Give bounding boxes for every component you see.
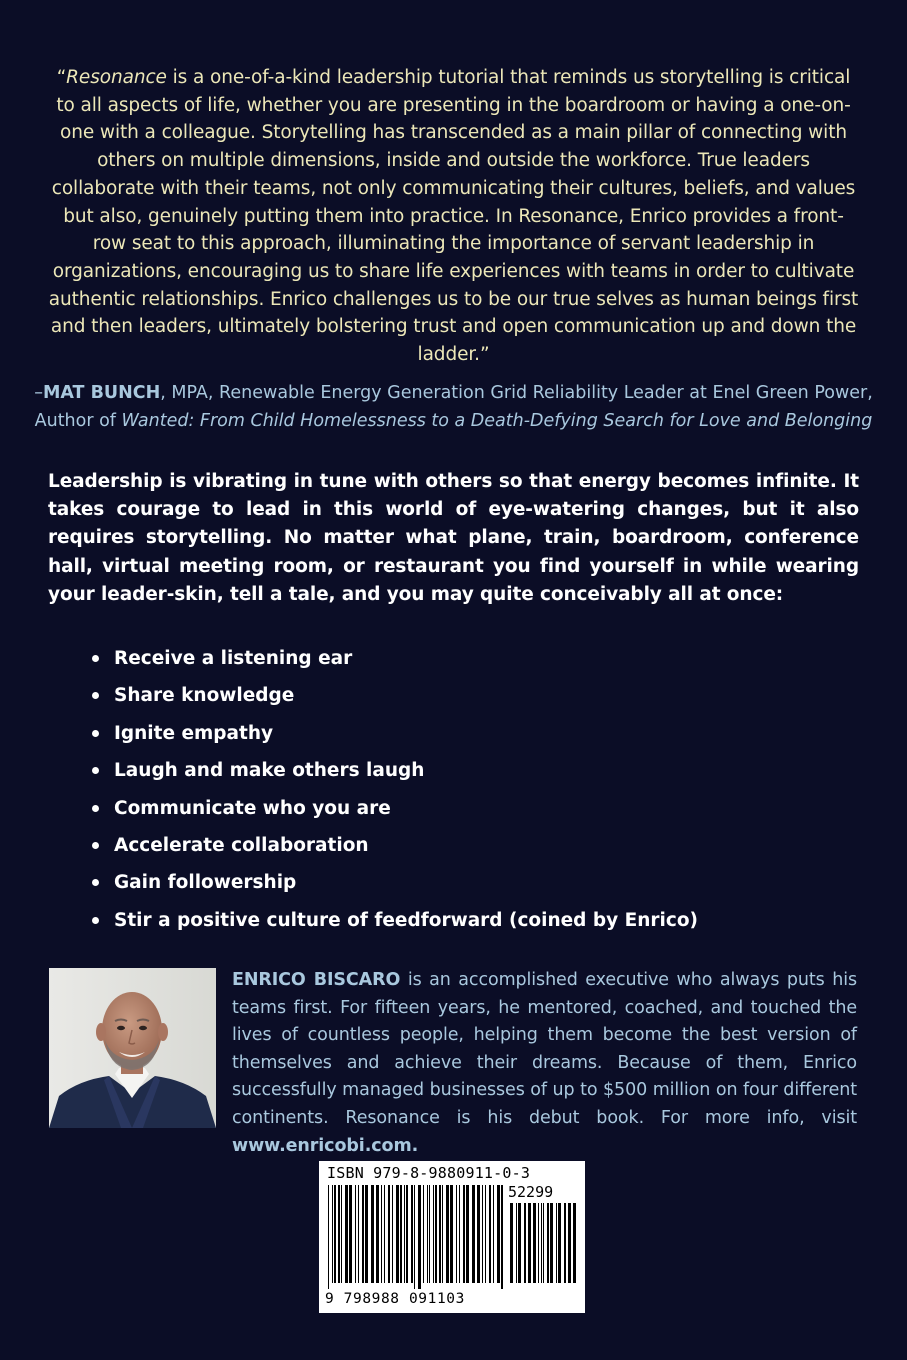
author-website-link[interactable]: www.enricobi.com. xyxy=(232,1135,419,1156)
quote-open-mark: “ xyxy=(56,67,67,88)
barcode-bar xyxy=(485,1185,486,1283)
barcode-bar xyxy=(541,1203,542,1283)
barcode-bar xyxy=(328,1185,329,1289)
barcode-bar xyxy=(489,1185,491,1283)
author-of-label: Author of xyxy=(34,411,122,431)
barcode-bar xyxy=(568,1203,571,1283)
author-name: ENRICO BISCARO xyxy=(232,970,401,990)
barcode-bar xyxy=(472,1185,475,1283)
barcode-bar xyxy=(341,1185,342,1283)
barcode-bar xyxy=(558,1203,561,1283)
barcode-bar xyxy=(538,1203,539,1283)
ean-barcode-bars xyxy=(327,1185,505,1289)
author-bio xyxy=(232,967,857,1160)
barcode-bar xyxy=(332,1185,333,1283)
quote-book-title: Resonance xyxy=(66,67,167,88)
barcode-bar xyxy=(556,1203,557,1283)
bullet-dot-icon xyxy=(92,730,99,737)
barcode-bar xyxy=(429,1185,430,1283)
barcode-bar xyxy=(334,1185,336,1283)
benefit-text: Gain followership xyxy=(114,872,297,894)
benefits-list xyxy=(92,640,852,939)
barcode-bar xyxy=(482,1185,483,1283)
bullet-dot-icon xyxy=(92,917,99,924)
bullet-dot-icon xyxy=(92,655,99,662)
barcode-bar xyxy=(362,1185,364,1283)
barcode-bar xyxy=(376,1185,379,1283)
barcode-bar xyxy=(392,1185,393,1283)
barcode-bar xyxy=(404,1185,405,1283)
barcode-bar xyxy=(388,1185,390,1283)
barcode-bar xyxy=(450,1185,453,1283)
bullet-dot-icon xyxy=(92,842,99,849)
barcode-bar xyxy=(384,1185,385,1283)
barcode-bar xyxy=(518,1203,521,1283)
price-barcode-bars xyxy=(509,1203,577,1289)
attribution-dash: – xyxy=(34,383,43,403)
benefit-item xyxy=(92,715,852,752)
barcode-bar xyxy=(463,1185,465,1283)
ean-number: 9 798988 091103 xyxy=(325,1291,465,1307)
endorsement-attribution xyxy=(30,379,877,435)
bullet-dot-icon xyxy=(92,879,99,886)
benefit-text: Stir a positive culture of feedforward (coined by Enrico) xyxy=(114,909,699,931)
benefit-text: Communicate who you are xyxy=(114,797,391,819)
benefit-text: Laugh and make others laugh xyxy=(114,760,425,782)
barcode-bar xyxy=(564,1203,566,1283)
barcode-bar xyxy=(396,1185,399,1283)
barcode-bar xyxy=(338,1185,340,1283)
barcode-bar xyxy=(435,1185,437,1283)
barcode-bar xyxy=(427,1185,428,1283)
benefit-item xyxy=(92,827,852,864)
barcode-bar xyxy=(550,1203,553,1283)
barcode-bar xyxy=(573,1203,576,1283)
isbn-barcode xyxy=(319,1161,585,1313)
author-photo xyxy=(49,968,216,1128)
barcode-bar xyxy=(516,1203,517,1283)
barcode-bar xyxy=(459,1185,460,1283)
barcode-bar xyxy=(547,1203,549,1283)
barcode-bar xyxy=(510,1203,513,1283)
benefit-item xyxy=(92,864,852,901)
benefit-text: Share knowledge xyxy=(114,685,295,707)
benefit-text: Accelerate collaboration xyxy=(114,834,369,856)
barcode-bar xyxy=(446,1185,449,1283)
barcode-bar xyxy=(423,1185,424,1283)
barcode-bar xyxy=(418,1185,421,1289)
endorser-book-title: Wanted: From Child Homelessness to a Death-Defying Search for Love and Belonging xyxy=(121,411,873,431)
benefit-item xyxy=(92,902,852,939)
benefit-item xyxy=(92,790,852,827)
barcode-bar xyxy=(345,1185,348,1283)
barcode-bar xyxy=(411,1185,413,1283)
barcode-bar xyxy=(439,1185,441,1283)
endorsement-quote xyxy=(48,64,859,369)
barcode-bar xyxy=(371,1185,374,1283)
barcode-bar xyxy=(365,1185,368,1283)
author-bio-text: is an accomplished executive who always puts his teams first. For fifteen years, he mentored, coached, and touched the lives of countless people, helping them become the best version of themselves and achieve their dreams. Because of them, Enrico successfully managed businesses of up to $500 million on four different continents. Resonance is his debut book. For more info, visit xyxy=(232,970,857,1128)
benefit-item xyxy=(92,640,852,677)
barcode-bar xyxy=(400,1185,402,1283)
barcode-bar xyxy=(442,1185,443,1283)
benefit-text: Receive a listening ear xyxy=(114,648,353,669)
book-description: Leadership is vibrating in tune with others so that energy becomes infinite. It takes courage to lead in this world of eye-watering changes, but it also requires storytelling. No matter what plane, train, boardroom, conference hall, virtual meeting room, or restaurant you find yourself in while wearing your leader-skin, tell a tale, and you may quite conceivably all at once: xyxy=(48,471,859,605)
bullet-dot-icon xyxy=(92,805,99,812)
barcode-bar xyxy=(497,1185,500,1283)
endorser-name: MAT BUNCH xyxy=(42,383,161,403)
barcode-bar xyxy=(381,1185,382,1283)
endorser-credentials: , MPA, Renewable Energy Generation Grid Reliability Leader at Enel Green Power, xyxy=(160,383,873,403)
barcode-bar xyxy=(524,1203,526,1283)
barcode-bar xyxy=(501,1185,503,1289)
author-portrait-illustration xyxy=(49,968,216,1128)
barcode-bar xyxy=(528,1203,531,1283)
barcode-bar xyxy=(543,1203,544,1283)
benefit-text: Ignite empathy xyxy=(114,722,274,744)
isbn-number: ISBN 979-8-9880911-0-3 xyxy=(327,1164,531,1182)
barcode-bar xyxy=(358,1185,359,1283)
barcode-bar xyxy=(349,1185,352,1283)
bullet-dot-icon xyxy=(92,767,99,774)
bullet-dot-icon xyxy=(92,692,99,699)
benefit-item xyxy=(92,752,852,789)
barcode-bar xyxy=(493,1185,494,1283)
barcode-bar xyxy=(355,1185,356,1283)
quote-text: is a one-of-a-kind leadership tutorial that reminds us storytelling is critical to all aspects of life, whether you are presenting in the boardroom or having a one-on-one with a colleague. Storytelling has transcended as a main pillar of connecting with others on multiple dimensions, inside and outside the workforce. True leaders collaborate with their teams, not only communicating their cultures, beliefs, and values but also, genuinely putting them into practice. In Resonance, Enrico provides a front-row seat to this approach, illuminating the importance of servant leadership in organizations, encouraging us to share life experiences with teams in order to cultivate authentic relationships. Enrico challenges us to be our true selves as human beings first and then leaders, ultimately bolstering trust and open communication up and down the ladder.” xyxy=(48,67,859,366)
barcode-bar xyxy=(414,1185,415,1289)
barcode-bar xyxy=(466,1185,469,1283)
barcode-bar xyxy=(406,1185,408,1283)
barcode-bar xyxy=(433,1185,434,1283)
price-code: 52299 xyxy=(508,1183,554,1201)
barcode-bar xyxy=(456,1185,457,1283)
barcode-bar xyxy=(533,1203,536,1283)
barcode-bar xyxy=(477,1185,480,1283)
benefit-item xyxy=(92,677,852,714)
